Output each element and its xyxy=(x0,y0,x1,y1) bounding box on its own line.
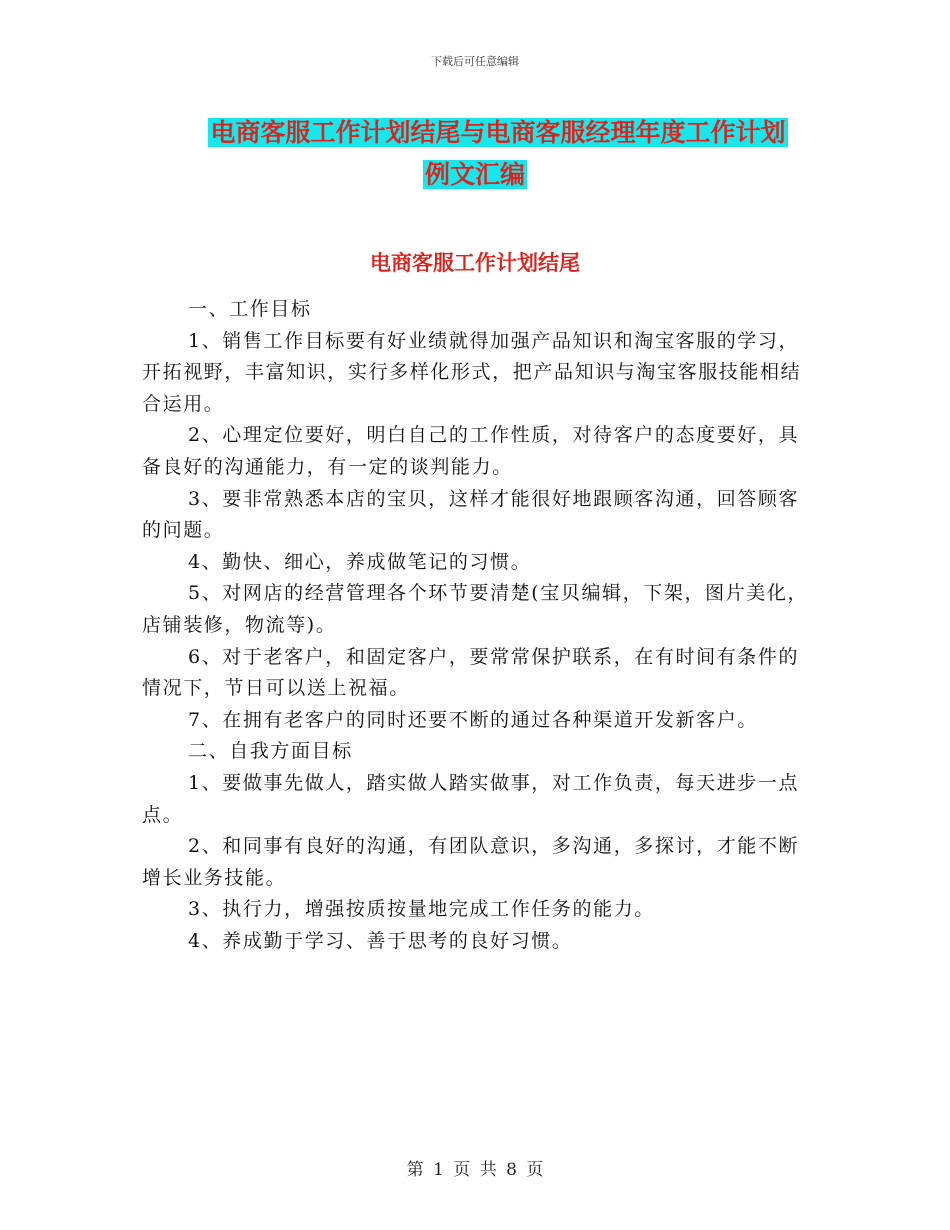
paragraph: 5、对网店的经营管理各个环节要清楚(宝贝编辑，下架，图片美化，店铺装修，物流等)。 xyxy=(142,582,809,636)
paragraph: 1、销售工作目标要有好业绩就得加强产品知识和淘宝客服的学习，开拓视野，丰富知识，实行多样化形式，把产品知识与淘宝客服技能相结合运用。 xyxy=(142,329,802,415)
paragraph: 3、要非常熟悉本店的宝贝，这样才能很好地跟顾客沟通，回答顾客的问题。 xyxy=(142,487,800,542)
title-highlight-2: 例文汇编 xyxy=(424,160,525,189)
section-title: 电商客服工作计划结尾 xyxy=(370,250,580,275)
paragraph: 7、在拥有老客户的同时还要不断的通过各种渠道开发新客户。 xyxy=(188,708,758,731)
title-highlight-1: 电商客服工作计划结尾与电商客服经理年度工作计划 xyxy=(210,118,786,147)
paragraph: 6、对于老客户，和固定客户，要常常保护联系，在有时间有条件的情况下，节日可以送上祝福。 xyxy=(142,645,800,700)
document-title-line-1 xyxy=(0,112,950,154)
paragraph: 4、养成勤于学习、善于思考的良好习惯。 xyxy=(188,929,573,952)
document-title xyxy=(0,112,950,196)
page-number: 第 1 页 共 8 页 xyxy=(406,1160,544,1180)
paragraph: 2、心理定位要好，明白自己的工作性质，对待客户的态度要好，具备良好的沟通能力，有一定的谈判能力。 xyxy=(142,424,800,478)
section-heading-self-goals: 二、自我方面目标 xyxy=(188,740,353,763)
paragraph: 4、勤快、细心，养成做笔记的习惯。 xyxy=(188,550,532,573)
section-heading-work-goals: 一、工作目标 xyxy=(188,298,312,320)
document-title-line-2 xyxy=(0,154,950,196)
page-header: 下载后可任意编辑 xyxy=(431,55,519,68)
paragraph: 2、和同事有良好的沟通，有团队意识，多沟通，多探讨，才能不断增长业务技能。 xyxy=(142,835,800,889)
paragraph: 3、执行力，增强按质按量地完成工作任务的能力。 xyxy=(188,898,655,921)
paragraph: 1、要做事先做人，踏实做人踏实做事，对工作负责，每天进步一点点。 xyxy=(142,771,800,826)
document-body xyxy=(142,294,810,957)
